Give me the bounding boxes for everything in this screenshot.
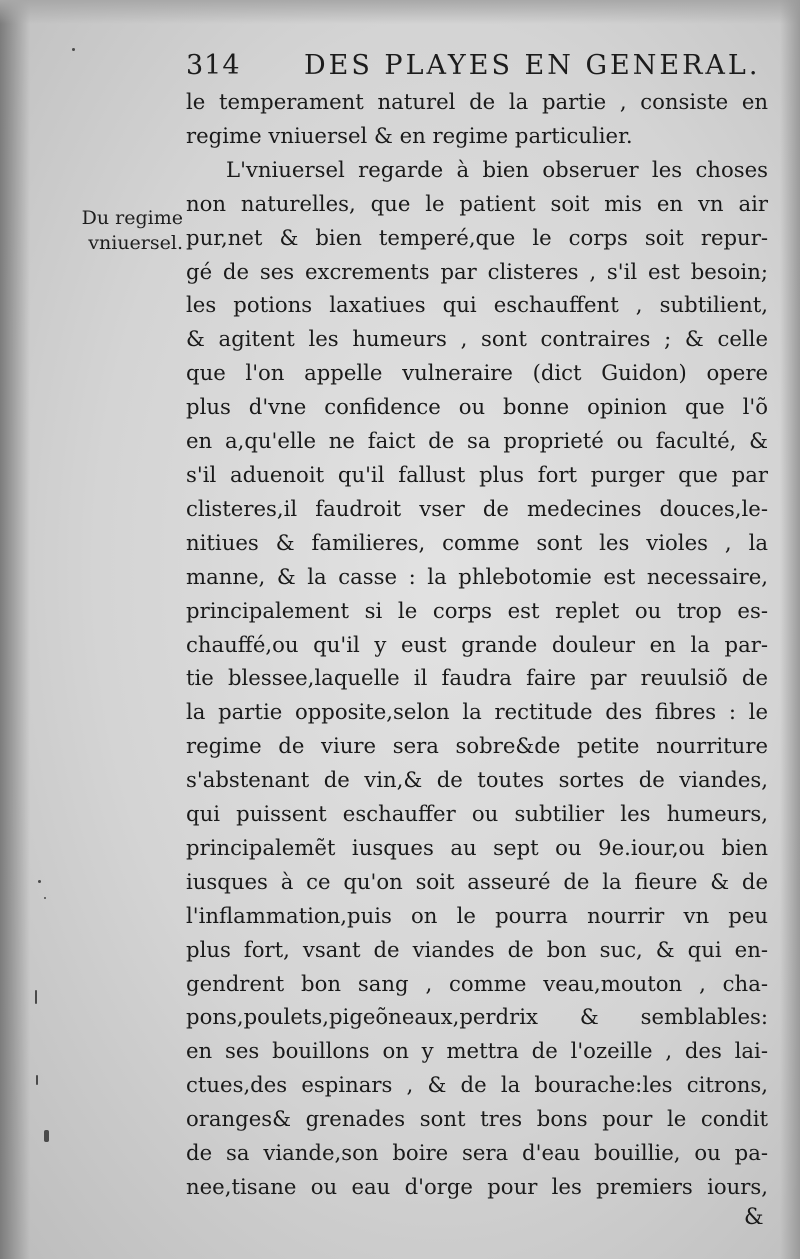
text-line: gé de ses excrements par clisteres , s'il est besoin; <box>186 258 768 284</box>
text-line: oranges& grenades sont tres bons pour le condit <box>186 1106 768 1132</box>
text-line: iusques à ce qu'on soit asseuré de la fieure & de <box>186 868 768 894</box>
ink-speck <box>72 48 75 51</box>
text-line: principalemẽt iusques au sept ou 9e.iour,ou bien <box>186 834 768 860</box>
text-line: plus d'vne confidence ou bonne opinion que l'õ <box>186 394 768 420</box>
binding-shadow <box>0 0 30 1259</box>
text-line: plus fort, vsant de viandes de bon suc, & qui en- <box>186 936 768 962</box>
text-line: nitiues & familieres, comme sont les violes , la <box>186 529 768 555</box>
text-line: en ses bouillons on y mettra de l'ozeille , des lai- <box>186 1038 768 1064</box>
ink-speck <box>38 880 41 883</box>
text-line: non naturelles, que le patient soit mis en vn air <box>186 190 768 216</box>
text-line: ctues,des espinars , & de la bourache:les citrons, <box>186 1072 768 1098</box>
text-line: de sa viande,son boire sera d'eau bouillie, ou pa- <box>186 1140 768 1166</box>
text-line: gendrent bon sang , comme veau,mouton , cha- <box>186 970 768 996</box>
catchword: & <box>744 1205 764 1230</box>
margin-note-line: Du regime <box>81 207 183 229</box>
ink-speck <box>44 897 46 899</box>
ink-speck <box>36 1075 38 1085</box>
text-line: que l'on appelle vulneraire (dict Guidon) opere <box>186 360 768 386</box>
text-line: les potions laxatiues qui eschauffent , subtilient, <box>186 292 768 318</box>
text-line: s'abstenant de vin,& de toutes sortes de viandes, <box>186 767 768 793</box>
text-line: pur,net & bien temperé,que le corps soit repur- <box>186 224 768 250</box>
text-line: qui puissent eschauffer ou subtilier les humeurs, <box>186 801 768 827</box>
margin-note <box>48 206 183 256</box>
text-line: s'il aduenoit qu'il fallust plus fort purger que par <box>186 461 768 487</box>
text-line: clisteres,il faudroit vser de medecines douces,le- <box>186 495 768 521</box>
right-edge-shadow <box>780 0 800 1259</box>
text-line: & agitent les humeurs , sont contraires ; & celle <box>186 326 768 352</box>
top-edge-shadow <box>0 0 800 24</box>
running-title: DES PLAYES EN GENERAL. <box>304 50 761 81</box>
page-number: 314 <box>186 50 241 81</box>
text-line: l'inflammation,puis on le pourra nourrir vn peu <box>186 902 768 928</box>
body-text <box>186 85 768 1204</box>
ink-speck <box>35 990 37 1004</box>
text-line: regime de viure sera sobre&de petite nourriture <box>186 733 768 759</box>
text-line: la partie opposite,selon la rectitude des fibres : le <box>186 699 768 725</box>
text-line: manne, & la casse : la phlebotomie est necessaire, <box>186 563 768 589</box>
text-line: nee,tisane ou eau d'orge pour les premiers iours, <box>186 1174 768 1199</box>
text-line: pons,poulets,pigeõneaux,perdrix & semblables: <box>186 1004 768 1030</box>
text-line: chauffé,ou qu'il y eust grande douleur en la par- <box>186 631 768 657</box>
text-line: en a,qu'elle ne faict de sa proprieté ou faculté, & <box>186 428 768 454</box>
text-line: principalement si le corps est replet ou trop es- <box>186 597 768 623</box>
text-line: tie blessee,laquelle il faudra faire par reuulsiõ de <box>186 665 768 691</box>
text-line: regime vniuersel & en regime particulier. <box>186 122 633 148</box>
margin-note-line: vniuersel. <box>88 232 183 254</box>
page-header <box>186 50 766 86</box>
text-line: L'vniuersel regarde à bien obseruer les choses <box>226 156 768 182</box>
ink-speck <box>44 1130 49 1142</box>
text-line: le temperament naturel de la partie , consiste en <box>186 89 768 114</box>
